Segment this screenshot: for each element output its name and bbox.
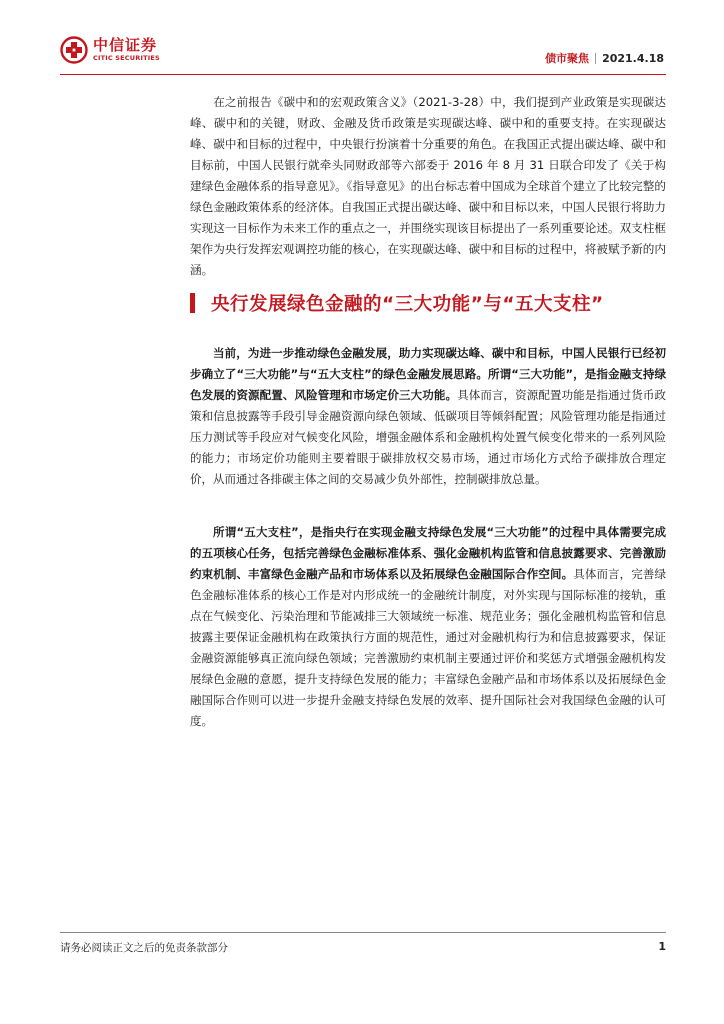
header-separator: [595, 53, 596, 64]
brand-name-cn: 中信证券: [93, 36, 158, 55]
header-divider: [60, 74, 666, 75]
body-paragraph-1: 在之前报告《碳中和的宏观政策含义》（2021-3-28）中，我们提到产业政策是实现碳达峰、碳中和的关键，财政、金融及货币政策是实现碳达峰、碳中和的重要支持。在实现碳达峰、碳中和目标的过程中，中央银行扮演着十分重要的角色。在我国正式提出碳达峰、碳中和目标前，中国人民银行就牵头同财政部等六部委于 2016 年 8 月 31 日联合印发了《关于构建绿色金融体系的指导意见》。《指导意见》的出台标志着中国成为全球首个建立了比较完整的绿色金融政策体系的经济体。自我国正式提出碳达峰、碳中和目标以来，中国人民银行将助力实现这一目标作为未来工作的重点之一，并围绕实现该目标提出了一系列重要论述。双支柱框架作为央行发挥宏观调控功能的核心，在实现碳达峰、碳中和目标的过程中，将被赋予新的内涵。: [190, 95, 666, 277]
body-paragraph-3: [190, 522, 666, 732]
paragraph-2-rest: 具体而言，资源配置功能是指通过货币政策和信息披露等手段引导金融资源向绿色领域、低碳项目等倾斜配置；风险管理功能是指通过压力测试等手段应对气候变化风险，增强金融体系和金融机构处置气候变化带来的一系列风险的能力；市场定价功能则主要着眼于碳排放权交易市场，通过市场化方式给予碳排放合理定价，从而通过各排碳主体之间的交易减少负外部性，控制碳排放总量。: [190, 388, 667, 486]
report-date: 2021.4.18: [602, 51, 664, 65]
section-heading: [190, 290, 604, 316]
section-heading-text: 央行发展绿色金融的“三大功能”与“五大支柱”: [211, 294, 604, 315]
paragraph-3-lead: 所谓“五大支柱”，是指央行在实现金融支持绿色发展“三大功能”的过程中具体需要完成的五项核心任务，包括完善绿色金融标准体系、强化金融机构监管和信息披露要求、完善激励约束机制、丰富绿色金融产品和市场体系以及拓展绿色金融国际合作空间。: [190, 525, 666, 581]
report-type: 债市聚焦: [545, 52, 590, 65]
page-number: 1: [658, 940, 666, 953]
header-meta: [545, 50, 664, 66]
footer-divider: [60, 932, 666, 933]
body-paragraph-2: [190, 343, 666, 490]
citic-logo: [60, 36, 160, 64]
page-header: [60, 36, 666, 72]
paragraph-3-rest: 具体而言，完善绿色金融标准体系的核心工作是对内形成统一的金融统计制度，对外实现与国际标准的接轨，重点在气候变化、污染治理和节能减排三大领域统一标准、规范业务；强化金融机构监管和信息披露主要保证金融机构在政策执行方面的规范性，通过对金融机构行为和信息披露要求，保证金融资源能够真正流向绿色领域；完善激励约束机制主要通过评价和奖惩方式增强金融机构发展绿色金融的意愿，提升支持绿色发展的能力；丰富绿色金融产品和市场体系以及拓展绿色金融国际合作则可以进一步提升金融支持绿色发展的效率、提升国际社会对我国绿色金融的认可度。: [190, 567, 667, 728]
footer-disclaimer: 请务必阅读正文之后的免责条款部分: [60, 942, 228, 954]
citic-logo-icon: [60, 36, 88, 64]
heading-marker: [190, 293, 195, 313]
brand-name-en: CITIC SECURITIES: [93, 54, 160, 63]
paragraph-2-lead: 当前，为进一步推动绿色金融发展，助力实现碳达峰、碳中和目标，中国人民银行已经初步确立了“三大功能”与“五大支柱”的绿色金融发展思路。所谓“三大功能”，是指金融支持绿色发展的资源配置、风险管理和市场定价三大功能。: [190, 346, 666, 402]
